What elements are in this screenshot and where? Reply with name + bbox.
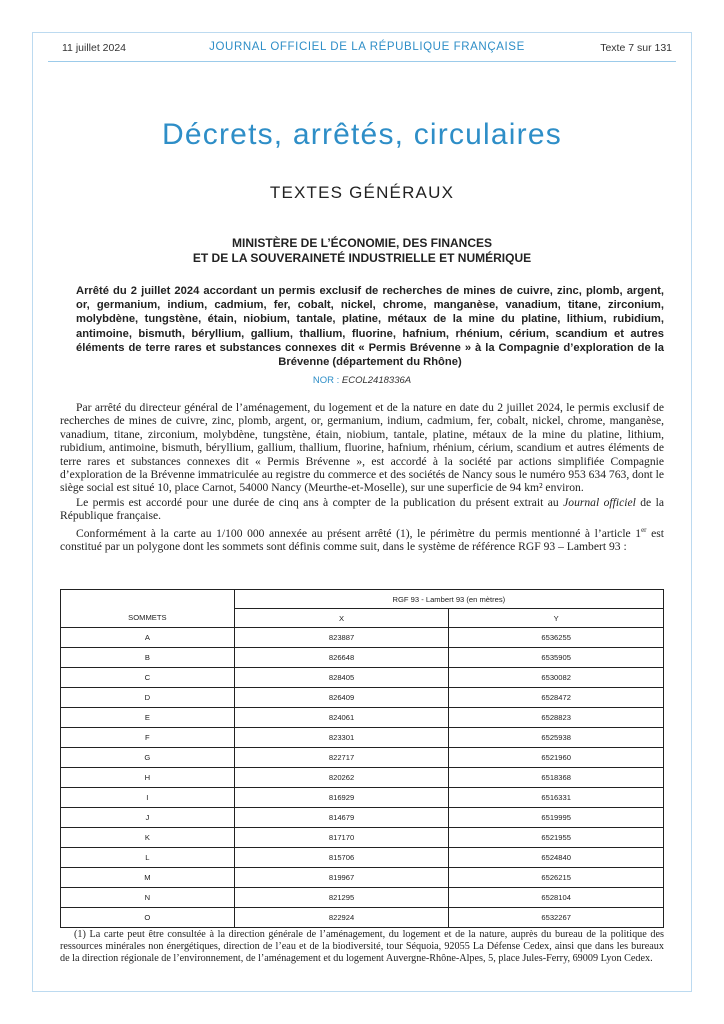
y-cell: 6536255 <box>449 628 664 648</box>
ministry-line-2: ET DE LA SOUVERAINETÉ INDUSTRIELLE ET NUMÉRIQUE <box>192 251 532 265</box>
superscript-er: er <box>641 525 647 534</box>
vertex-cell: O <box>61 908 235 928</box>
table-row <box>61 668 664 688</box>
table-row <box>61 628 664 648</box>
x-cell: 819967 <box>234 868 449 888</box>
table-row <box>61 728 664 748</box>
paragraph-2-text-a: Le permis est accordé pour une durée de cinq ans à compter de la publication du présent extrait au <box>76 495 564 509</box>
y-cell: 6525938 <box>449 728 664 748</box>
table-corner-cell <box>61 590 235 609</box>
footnote-text: (1) La carte peut être consultée à la direction générale de l’aménagement, du logement et de la nature, auprès du bureau de la politique des ressources minérales non énergétiques, direction de l’eau et de la biodiversité, tour Séquoia, 92055 La Défense Cedex, ainsi que dans les bureaux de la direction régionale de l’environnement, de l’aménagement et du logement Auvergne-Rhône-Alpes, 5, place Jules-Ferry, 69009 Lyon Cedex. <box>60 929 664 965</box>
table-row <box>61 808 664 828</box>
x-cell: 823301 <box>234 728 449 748</box>
body-text <box>60 401 664 554</box>
y-cell: 6528472 <box>449 688 664 708</box>
header-date: 11 juillet 2024 <box>62 42 127 54</box>
vertex-cell: M <box>61 868 235 888</box>
vertex-cell: B <box>61 648 235 668</box>
x-cell: 826409 <box>234 688 449 708</box>
table-row <box>61 868 664 888</box>
page-header <box>62 40 672 60</box>
arrete-title: Arrêté du 2 juillet 2024 accordant un permis exclusif de recherches de mines de cuivre, zinc, plomb, argent, or, germanium, indium, cadmium, fer, cobalt, nickel, chrome, manganèse, vanadium, titane, zirconium, molybdène, tungstène, étain, niobium, tantale, platine, métaux de la mine du platine, lithium, rubidium, antimoine, bismuth, béryllium, gallium, thallium, fluorine, hafnium, rhénium, cérium, scandium et autres éléments de terre rares et substances connexes dit « Permis Brévenne » à la Compagnie d’exploration de la Brévenne (département du Rhône) <box>76 285 664 369</box>
paragraph-2 <box>60 496 664 523</box>
y-cell: 6528823 <box>449 708 664 728</box>
x-cell: 826648 <box>234 648 449 668</box>
table-row <box>61 688 664 708</box>
y-cell: 6524840 <box>449 848 664 868</box>
table-row <box>61 748 664 768</box>
x-cell: 824061 <box>234 708 449 728</box>
nor-value: ECOL2418336A <box>341 375 412 386</box>
x-cell: 814679 <box>234 808 449 828</box>
y-cell: 6521960 <box>449 748 664 768</box>
footnote <box>60 929 664 966</box>
x-cell: 822717 <box>234 748 449 768</box>
paragraph-1: Par arrêté du directeur général de l’aménagement, du logement et de la nature en date du 2 juillet 2024, le permis exclusif de recherches de mines de cuivre, zinc, plomb, argent, or, germanium, indium, cadmium, fer, cobalt, nickel, chrome, manganèse, vanadium, titane, zirconium, molybdène, tungstène, étain, niobium, tantale, platine, métaux de la mine du platine, lithium, rubidium, antimoine, bismuth, béryllium, gallium, thallium, fluorine, hafnium, rhénium, cérium, scandium et autres éléments de terre rares et substances connexes dit « Permis Brévenne », est accordé à la société par actions simplifiée Compagnie d’exploration de la Brévenne immatriculée au registre du commerce et des sociétés de Nancy sous le numéro 953 634 763, dont le siège social est situé 10, place Carnot, 54000 Nancy (Meurthe-et-Moselle), sur une superficie de 94 km² environ. <box>60 401 664 495</box>
table-group-header-row <box>61 590 664 609</box>
table-row <box>61 848 664 868</box>
vertex-cell: J <box>61 808 235 828</box>
x-cell: 821295 <box>234 888 449 908</box>
vertex-cell: E <box>61 708 235 728</box>
x-cell: 817170 <box>234 828 449 848</box>
vertex-cell: A <box>61 628 235 648</box>
nor-reference <box>0 375 724 386</box>
paragraph-3 <box>60 524 664 554</box>
y-cell: 6516331 <box>449 788 664 808</box>
vertex-cell: H <box>61 768 235 788</box>
x-cell: 820262 <box>234 768 449 788</box>
x-cell: 815706 <box>234 848 449 868</box>
y-cell: 6518368 <box>449 768 664 788</box>
vertex-cell: L <box>61 848 235 868</box>
nor-label: NOR : <box>312 375 340 386</box>
x-cell: 828405 <box>234 668 449 688</box>
ministry-heading <box>0 236 724 266</box>
y-cell: 6535905 <box>449 648 664 668</box>
journal-officiel-italic: Journal officiel <box>563 495 636 509</box>
table-group-header: RGF 93 - Lambert 93 (en mètres) <box>234 590 663 609</box>
paragraph-3-text-b: est constitué par un polygone dont les sommets sont définis comme suit, dans le système de référence RGF 93 – Lambert 93 : <box>60 526 664 553</box>
table-row <box>61 708 664 728</box>
x-cell: 823887 <box>234 628 449 648</box>
y-cell: 6526215 <box>449 868 664 888</box>
table-row <box>61 888 664 908</box>
vertex-cell: I <box>61 788 235 808</box>
page-title: Décrets, arrêtés, circulaires <box>162 118 562 151</box>
col-header-sommets: SOMMETS <box>61 609 235 628</box>
y-cell: 6532267 <box>449 908 664 928</box>
table-row <box>61 768 664 788</box>
y-cell: 6519995 <box>449 808 664 828</box>
vertex-cell: N <box>61 888 235 908</box>
y-cell: 6530082 <box>449 668 664 688</box>
ministry-line-1: MINISTÈRE DE L’ÉCONOMIE, DES FINANCES <box>231 236 493 250</box>
col-header-y: Y <box>449 609 664 628</box>
header-journal-title: JOURNAL OFFICIEL DE LA RÉPUBLIQUE FRANÇAISE <box>209 41 525 53</box>
y-cell: 6521955 <box>449 828 664 848</box>
coordinates-table <box>60 589 664 928</box>
col-header-x: X <box>234 609 449 628</box>
header-rule <box>48 61 676 62</box>
vertex-cell: K <box>61 828 235 848</box>
y-cell: 6528104 <box>449 888 664 908</box>
header-text-number: Texte 7 sur 131 <box>600 42 672 54</box>
table-row <box>61 788 664 808</box>
paragraph-3-text-a: Conformément à la carte au 1/100 000 annexée au présent arrêté (1), le périmètre du permis mentionné à l’article 1 <box>76 526 642 540</box>
vertex-cell: C <box>61 668 235 688</box>
vertex-cell: F <box>61 728 235 748</box>
vertex-cell: G <box>61 748 235 768</box>
table-row <box>61 908 664 928</box>
table-row <box>61 648 664 668</box>
paragraph-2-text-b: de la République française. <box>60 495 664 523</box>
vertex-cell: D <box>61 688 235 708</box>
table-row <box>61 828 664 848</box>
table-header-row <box>61 609 664 628</box>
x-cell: 822924 <box>234 908 449 928</box>
x-cell: 816929 <box>234 788 449 808</box>
section-title: TEXTES GÉNÉRAUX <box>269 183 455 202</box>
